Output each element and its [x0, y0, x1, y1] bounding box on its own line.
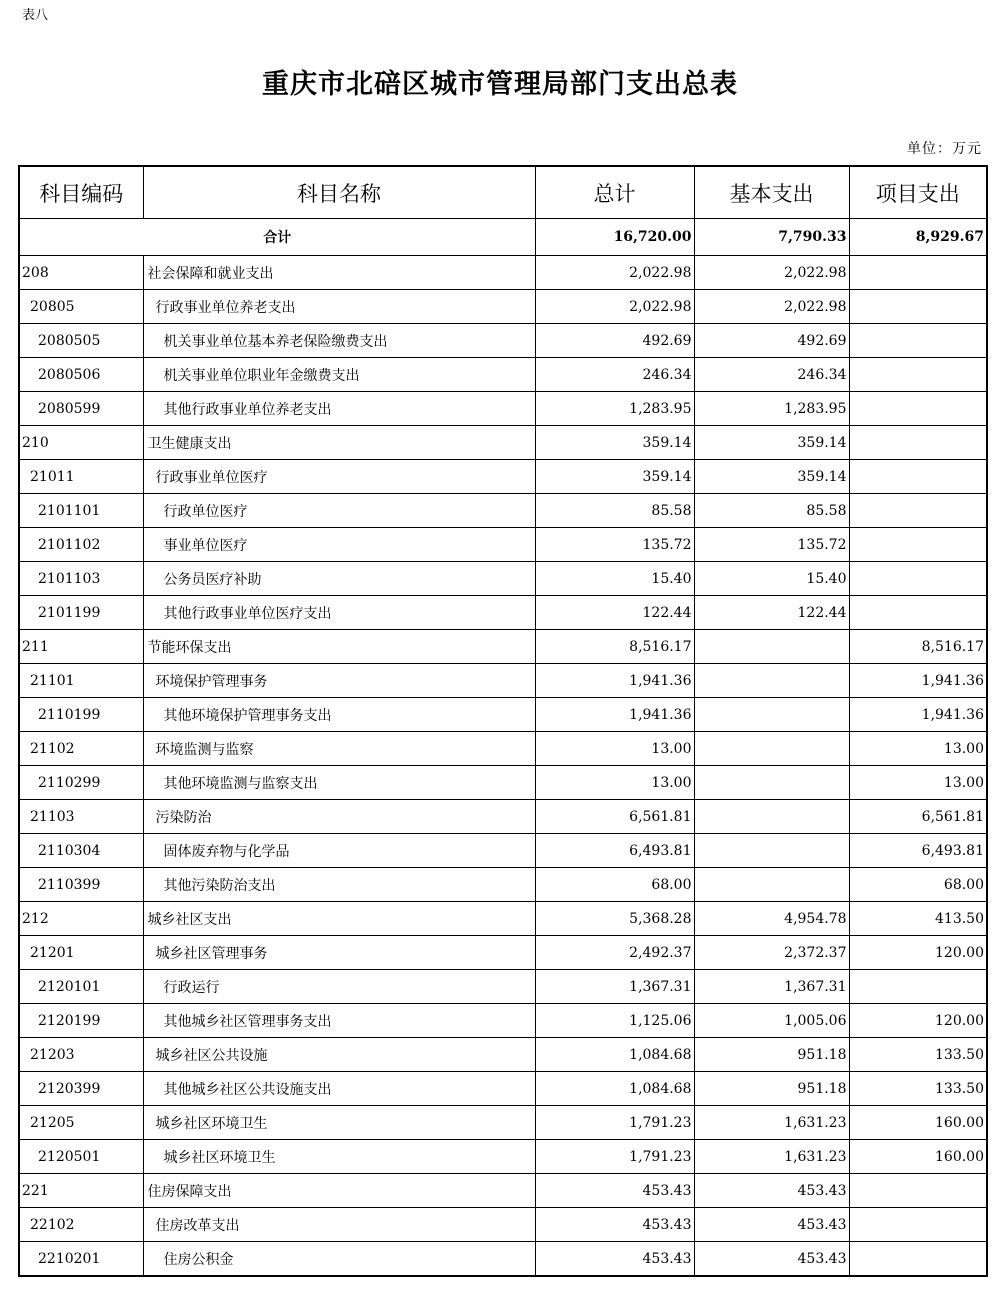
row-name: 卫生健康支出	[143, 426, 535, 460]
row-total: 15.40	[535, 562, 694, 596]
row-name: 城乡社区支出	[143, 902, 535, 936]
row-name: 节能环保支出	[143, 630, 535, 664]
row-name: 其他城乡社区管理事务支出	[143, 1004, 535, 1038]
row-project: 6,493.81	[849, 834, 987, 868]
table-row	[19, 1004, 987, 1038]
row-project	[849, 596, 987, 630]
table-row	[19, 1174, 987, 1208]
table-row	[19, 256, 987, 290]
row-name: 城乡社区环境卫生	[143, 1140, 535, 1174]
row-total: 2,022.98	[535, 290, 694, 324]
header-total: 总计	[535, 166, 694, 219]
row-project: 160.00	[849, 1106, 987, 1140]
row-total: 8,516.17	[535, 630, 694, 664]
row-basic: 246.34	[694, 358, 849, 392]
row-basic: 2,022.98	[694, 290, 849, 324]
row-total: 68.00	[535, 868, 694, 902]
row-code: 2110199	[19, 698, 143, 732]
row-code: 2080599	[19, 392, 143, 426]
row-project	[849, 358, 987, 392]
row-total: 6,561.81	[535, 800, 694, 834]
row-code: 2080505	[19, 324, 143, 358]
row-basic: 15.40	[694, 562, 849, 596]
row-project: 133.50	[849, 1072, 987, 1106]
table-row	[19, 596, 987, 630]
row-name: 机关事业单位基本养老保险缴费支出	[143, 324, 535, 358]
row-total: 6,493.81	[535, 834, 694, 868]
row-name: 城乡社区环境卫生	[143, 1106, 535, 1140]
row-project	[849, 528, 987, 562]
row-basic: 951.18	[694, 1038, 849, 1072]
row-name: 行政事业单位养老支出	[143, 290, 535, 324]
table-row	[19, 426, 987, 460]
row-project: 120.00	[849, 1004, 987, 1038]
row-basic: 1,631.23	[694, 1106, 849, 1140]
table-row	[19, 494, 987, 528]
row-project: 6,561.81	[849, 800, 987, 834]
row-name: 行政单位医疗	[143, 494, 535, 528]
row-name: 其他环境监测与监察支出	[143, 766, 535, 800]
total-label: 合计	[19, 219, 535, 256]
row-code: 2101102	[19, 528, 143, 562]
row-code: 211	[19, 630, 143, 664]
row-code: 2120501	[19, 1140, 143, 1174]
row-total: 359.14	[535, 460, 694, 494]
table-row	[19, 868, 987, 902]
total-basic: 7,790.33	[694, 219, 849, 256]
row-code: 2210201	[19, 1242, 143, 1277]
header-name: 科目名称	[143, 166, 535, 219]
row-name: 行政运行	[143, 970, 535, 1004]
page-title: 重庆市北碚区城市管理局部门支出总表	[262, 69, 738, 100]
row-basic: 1,631.23	[694, 1140, 849, 1174]
row-code: 20805	[19, 290, 143, 324]
row-project: 120.00	[849, 936, 987, 970]
row-basic	[694, 664, 849, 698]
row-name: 环境监测与监察	[143, 732, 535, 766]
row-total: 2,022.98	[535, 256, 694, 290]
row-project	[849, 290, 987, 324]
row-name: 住房公积金	[143, 1242, 535, 1277]
row-basic: 359.14	[694, 460, 849, 494]
row-basic: 122.44	[694, 596, 849, 630]
row-total: 13.00	[535, 732, 694, 766]
row-name: 社会保障和就业支出	[143, 256, 535, 290]
row-total: 1,367.31	[535, 970, 694, 1004]
header-code: 科目编码	[19, 166, 143, 219]
table-row	[19, 562, 987, 596]
header-row	[19, 166, 987, 219]
table-row	[19, 1038, 987, 1072]
row-code: 21205	[19, 1106, 143, 1140]
row-basic: 2,372.37	[694, 936, 849, 970]
row-total: 1,941.36	[535, 698, 694, 732]
table-row	[19, 732, 987, 766]
row-name: 其他城乡社区公共设施支出	[143, 1072, 535, 1106]
row-basic	[694, 630, 849, 664]
row-code: 2110304	[19, 834, 143, 868]
row-basic	[694, 800, 849, 834]
row-total: 2,492.37	[535, 936, 694, 970]
row-total: 1,283.95	[535, 392, 694, 426]
row-basic	[694, 698, 849, 732]
table-row	[19, 358, 987, 392]
row-total: 1,084.68	[535, 1072, 694, 1106]
row-project: 133.50	[849, 1038, 987, 1072]
row-code: 221	[19, 1174, 143, 1208]
row-code: 21103	[19, 800, 143, 834]
row-code: 2101103	[19, 562, 143, 596]
row-name: 环境保护管理事务	[143, 664, 535, 698]
row-code: 2120101	[19, 970, 143, 1004]
table-row	[19, 1140, 987, 1174]
row-name: 其他污染防治支出	[143, 868, 535, 902]
table-row	[19, 970, 987, 1004]
row-basic: 453.43	[694, 1208, 849, 1242]
row-name: 其他行政事业单位养老支出	[143, 392, 535, 426]
header-project: 项目支出	[849, 166, 987, 219]
row-code: 22102	[19, 1208, 143, 1242]
row-code: 2110399	[19, 868, 143, 902]
row-basic: 1,283.95	[694, 392, 849, 426]
row-project: 160.00	[849, 1140, 987, 1174]
row-code: 208	[19, 256, 143, 290]
row-basic: 492.69	[694, 324, 849, 358]
row-basic	[694, 766, 849, 800]
table-row	[19, 1208, 987, 1242]
row-code: 2101101	[19, 494, 143, 528]
table-row	[19, 528, 987, 562]
total-amount: 16,720.00	[535, 219, 694, 256]
row-basic: 359.14	[694, 426, 849, 460]
row-total: 359.14	[535, 426, 694, 460]
row-name: 固体废弃物与化学品	[143, 834, 535, 868]
row-name: 住房改革支出	[143, 1208, 535, 1242]
row-code: 21102	[19, 732, 143, 766]
total-row	[19, 219, 987, 256]
row-project	[849, 392, 987, 426]
row-total: 135.72	[535, 528, 694, 562]
table-row	[19, 290, 987, 324]
row-name: 公务员医疗补助	[143, 562, 535, 596]
row-code: 21201	[19, 936, 143, 970]
row-name: 事业单位医疗	[143, 528, 535, 562]
row-name: 其他环境保护管理事务支出	[143, 698, 535, 732]
table-number-label: 表八	[22, 8, 49, 23]
row-basic: 4,954.78	[694, 902, 849, 936]
row-project: 68.00	[849, 868, 987, 902]
row-name: 污染防治	[143, 800, 535, 834]
row-name: 城乡社区公共设施	[143, 1038, 535, 1072]
row-code: 21101	[19, 664, 143, 698]
row-basic: 453.43	[694, 1242, 849, 1277]
row-project	[849, 426, 987, 460]
row-name: 住房保障支出	[143, 1174, 535, 1208]
row-name: 机关事业单位职业年金缴费支出	[143, 358, 535, 392]
row-basic: 1,005.06	[694, 1004, 849, 1038]
row-project: 413.50	[849, 902, 987, 936]
table-row	[19, 902, 987, 936]
row-project	[849, 970, 987, 1004]
row-project	[849, 494, 987, 528]
row-project: 1,941.36	[849, 664, 987, 698]
row-name: 其他行政事业单位医疗支出	[143, 596, 535, 630]
table-row	[19, 936, 987, 970]
row-total: 492.69	[535, 324, 694, 358]
table-row	[19, 834, 987, 868]
table-row	[19, 698, 987, 732]
table-row	[19, 1242, 987, 1277]
expenditure-table	[18, 165, 988, 1277]
row-name: 行政事业单位医疗	[143, 460, 535, 494]
row-code: 2110299	[19, 766, 143, 800]
table-row	[19, 766, 987, 800]
table-row	[19, 392, 987, 426]
row-project	[849, 1208, 987, 1242]
table-row	[19, 800, 987, 834]
table-row	[19, 1072, 987, 1106]
row-total: 1,125.06	[535, 1004, 694, 1038]
table-row	[19, 630, 987, 664]
row-total: 246.34	[535, 358, 694, 392]
row-project: 1,941.36	[849, 698, 987, 732]
row-project	[849, 324, 987, 358]
row-code: 2120399	[19, 1072, 143, 1106]
row-project	[849, 460, 987, 494]
row-total: 453.43	[535, 1174, 694, 1208]
row-basic: 1,367.31	[694, 970, 849, 1004]
row-code: 2080506	[19, 358, 143, 392]
row-total: 1,791.23	[535, 1106, 694, 1140]
row-basic	[694, 732, 849, 766]
row-code: 212	[19, 902, 143, 936]
table-row	[19, 664, 987, 698]
row-total: 5,368.28	[535, 902, 694, 936]
row-total: 453.43	[535, 1208, 694, 1242]
row-basic: 135.72	[694, 528, 849, 562]
row-total: 1,941.36	[535, 664, 694, 698]
row-code: 210	[19, 426, 143, 460]
row-total: 453.43	[535, 1242, 694, 1277]
row-total: 122.44	[535, 596, 694, 630]
row-total: 13.00	[535, 766, 694, 800]
row-basic: 453.43	[694, 1174, 849, 1208]
row-project: 13.00	[849, 766, 987, 800]
row-code: 21011	[19, 460, 143, 494]
row-basic	[694, 834, 849, 868]
row-project: 13.00	[849, 732, 987, 766]
row-project: 8,516.17	[849, 630, 987, 664]
table-row	[19, 1106, 987, 1140]
total-project: 8,929.67	[849, 219, 987, 256]
row-basic	[694, 868, 849, 902]
row-code: 2120199	[19, 1004, 143, 1038]
unit-label: 单位：万元	[907, 141, 982, 157]
table-row	[19, 324, 987, 358]
row-code: 2101199	[19, 596, 143, 630]
row-project	[849, 562, 987, 596]
row-name: 城乡社区管理事务	[143, 936, 535, 970]
row-total: 85.58	[535, 494, 694, 528]
row-project	[849, 1174, 987, 1208]
table-row	[19, 460, 987, 494]
row-code: 21203	[19, 1038, 143, 1072]
row-project	[849, 1242, 987, 1277]
row-basic: 951.18	[694, 1072, 849, 1106]
header-basic: 基本支出	[694, 166, 849, 219]
row-project	[849, 256, 987, 290]
row-basic: 85.58	[694, 494, 849, 528]
row-total: 1,791.23	[535, 1140, 694, 1174]
row-basic: 2,022.98	[694, 256, 849, 290]
row-total: 1,084.68	[535, 1038, 694, 1072]
